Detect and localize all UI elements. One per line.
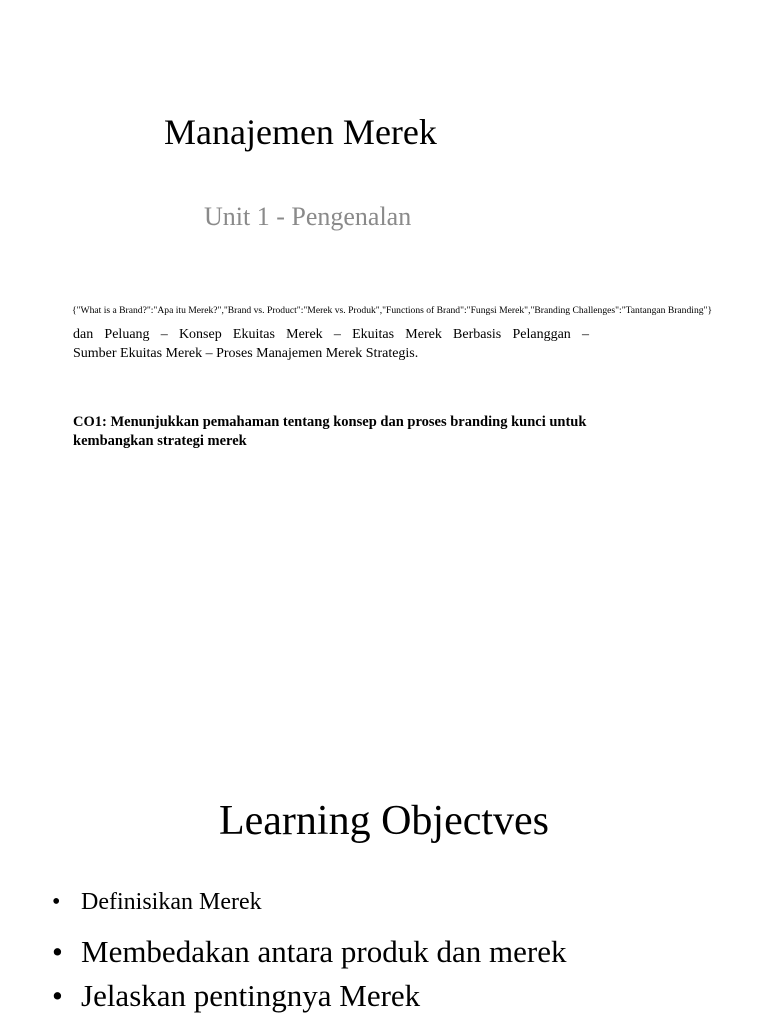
description-line-2: Sumber Ekuitas Merek – Proses Manajemen Merek Strategis. <box>73 346 419 361</box>
learning-objectives-list <box>52 884 566 1016</box>
list-item-text: Membedakan antara produk dan merek <box>81 934 567 969</box>
description-line-1: dan Peluang – Konsep Ekuitas Merek – Ekuitas Merek Berbasis Pelanggan – <box>73 327 589 342</box>
list-item-text: Definisikan Merek <box>81 889 262 915</box>
slide-title: Manajemen Merek <box>164 112 437 152</box>
bullet-icon: • <box>52 889 61 915</box>
unit-description <box>73 325 589 363</box>
bullet-icon: • <box>52 934 63 969</box>
list-item <box>52 928 566 976</box>
list-item <box>52 884 566 920</box>
bullet-icon: • <box>52 978 63 1013</box>
translation-json-text: {"What is a Brand?":"Apa itu Merek?","Brand vs. Product":"Merek vs. Produk","Functions of Brand":"Fungsi Merek","Branding Challenges":"Tantangan Branding"} <box>72 305 713 316</box>
list-item-text: Jelaskan pentingnya Merek <box>81 978 421 1013</box>
learning-objectives-heading: Learning Objectves <box>218 798 550 844</box>
slide-subtitle: Unit 1 - Pengenalan <box>204 202 412 231</box>
course-outcome: CO1: Menunjukkan pemahaman tentang konsep dan proses branding kunci untuk kembangkan strategi merek <box>73 414 587 449</box>
list-item <box>52 976 566 1016</box>
